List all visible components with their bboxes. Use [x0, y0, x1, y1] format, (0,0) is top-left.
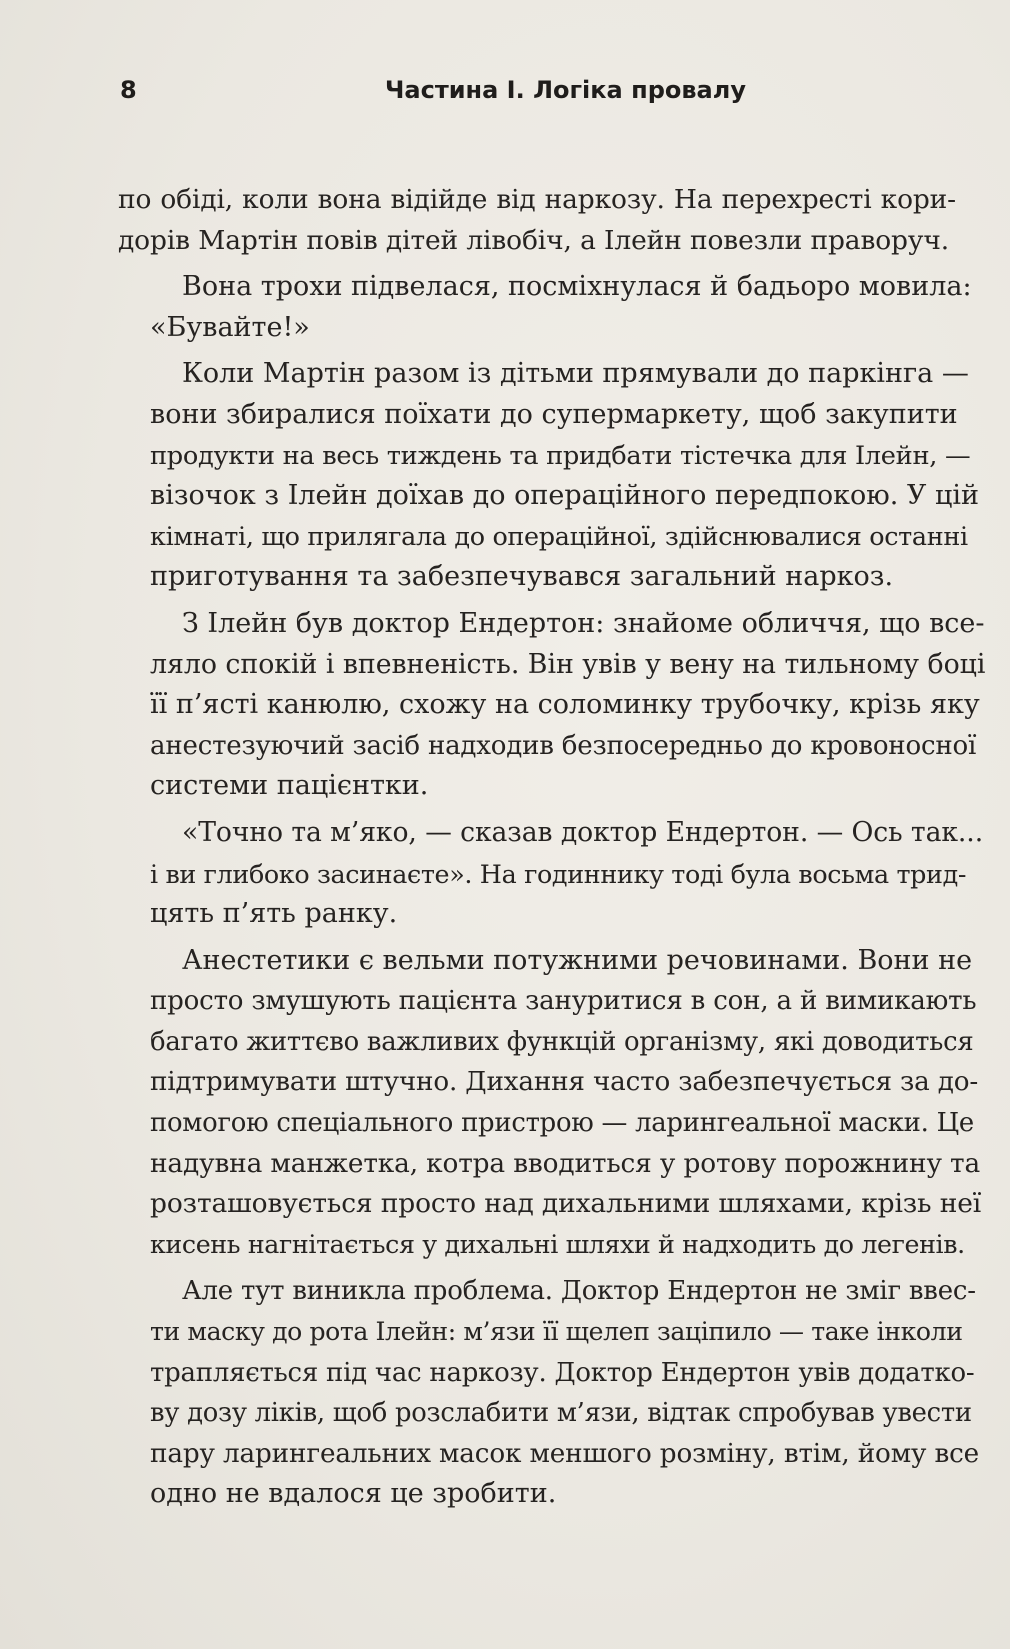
- text-line: розташовується просто над дихальними шляхами, крізь неї: [150, 1188, 982, 1220]
- text-line: «Бувайте!»: [150, 311, 310, 343]
- page-header: [120, 76, 950, 116]
- text-line: ву дозу ліків, щоб розслабити м’язи, відтак спробував увести: [150, 1398, 972, 1429]
- text-line: помогою спеціального пристрою — ларингеальної маски. Це: [150, 1108, 974, 1139]
- text-line: по обіді, коли вона відійде від наркозу. На перехресті кори-: [118, 184, 956, 215]
- text-line: «Точно та м’яко, — сказав доктор Ендертон. — Ось так...: [182, 816, 984, 848]
- text-line: надувна манжетка, котра вводиться у ротову порожнину та: [150, 1148, 981, 1179]
- text-line: пару ларингеальних масок меншого розміну, втім, йому все: [150, 1438, 980, 1469]
- paragraph: [118, 180, 956, 261]
- text-line: Анестетики є вельми потужними речовинами. Вони не: [182, 944, 973, 976]
- text-line: приготування та забезпечувався загальний наркоз.: [150, 561, 894, 593]
- text-line: ляло спокій і впевненість. Він увів у вену на тильному боці: [150, 648, 986, 680]
- body-text: [118, 180, 986, 1521]
- text-line: трапляється під час наркозу. Доктор Ендертон увів додатко-: [150, 1357, 975, 1388]
- text-line: дорів Мартін повів дітей лівобіч, а Ілейн повезли праворуч.: [118, 224, 950, 256]
- paragraph: [118, 813, 984, 935]
- text-line: кімнаті, що прилягала до операційної, здійснювалися останні: [150, 521, 968, 552]
- text-line: цять п’ять ранку.: [150, 898, 398, 930]
- text-line: вони збиралися поїхати до супермаркету, щоб закупити: [150, 398, 958, 430]
- paragraph: [118, 604, 986, 807]
- page-number: 8: [120, 76, 137, 104]
- text-line: просто змушують пацієнта зануритися в сон, а й вимикають: [150, 986, 977, 1017]
- paragraph: [118, 267, 972, 348]
- text-line: З Ілейн був доктор Ендертон: знайоме обличчя, що все-: [182, 607, 985, 639]
- text-line: Коли Мартін разом із дітьми прямували до паркінга —: [182, 358, 969, 390]
- text-line: візочок з Ілейн доїхав до операційного передпокою. У цій: [150, 480, 979, 512]
- text-line: і ви глибоко засинаєте». На годиннику тоді була восьма трид-: [150, 858, 967, 889]
- text-line: ти маску до рота Ілейн: м’язи її щелеп заціпило — таке інколи: [150, 1317, 963, 1347]
- paragraph: [118, 354, 979, 598]
- text-line: системи пацієнтки.: [150, 770, 429, 802]
- paragraph: [118, 1271, 980, 1515]
- text-line: Але тут виникла проблема. Доктор Ендертон не зміг ввес-: [182, 1276, 976, 1307]
- text-line: одно не вдалося це зробити.: [150, 1478, 557, 1510]
- text-line: Вона трохи підвелася, посміхнулася й бадьоро мовила:: [182, 271, 972, 303]
- text-line: кисень нагнітається у дихальні шляхи й надходить до легенів.: [150, 1229, 965, 1259]
- text-line: анестезуючий засіб надходив безпосередньо до кровоносної: [150, 730, 977, 761]
- text-line: багато життєво важливих функцій організму, які доводиться: [150, 1026, 974, 1057]
- text-line: підтримувати штучно. Дихання часто забезпечується за до-: [150, 1067, 979, 1098]
- text-line: її п’ясті канюлю, схожу на соломинку трубочку, крізь яку: [150, 689, 980, 721]
- text-line: продукти на весь тиждень та придбати тістечка для Ілейн, —: [150, 440, 971, 471]
- running-head: Частина І. Логіка провалу: [385, 76, 746, 104]
- paragraph: [118, 941, 982, 1266]
